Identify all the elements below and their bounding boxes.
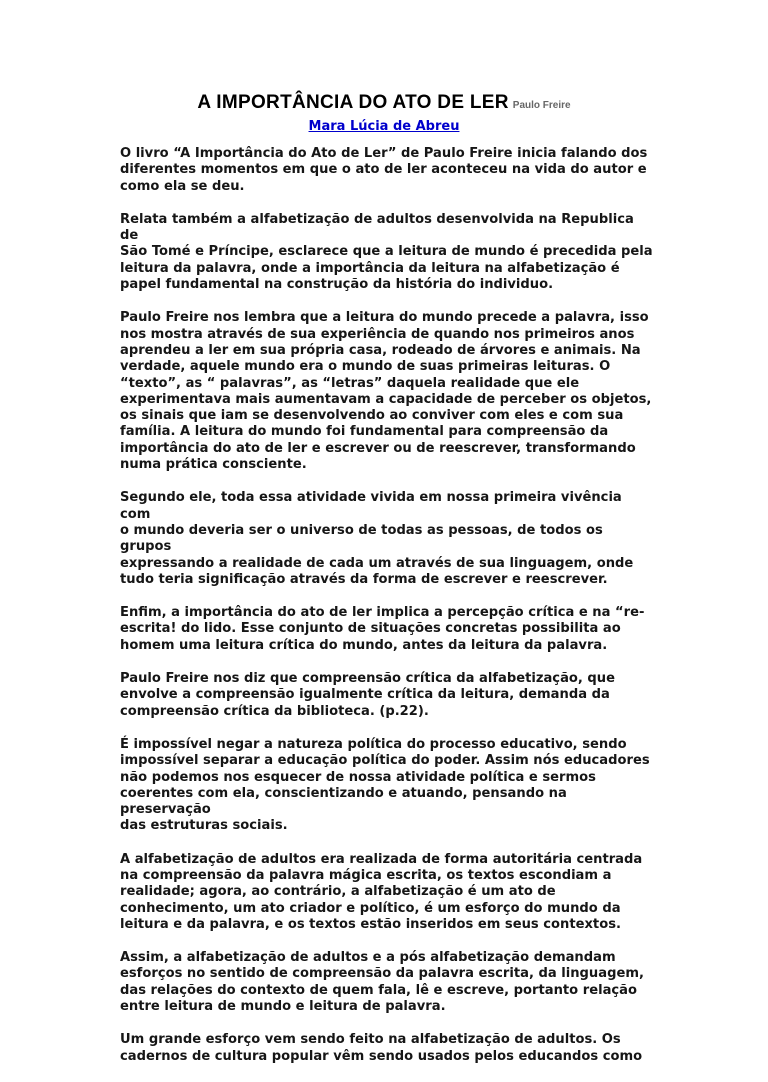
paragraph-1: O livro “A Importância do Ato de Ler” de Paulo Freire inicia falando dos diferentes momentos em que o ato de ler aconteceu na vida do autor e como ela se deu. xyxy=(120,146,648,194)
paragraph-4: Segundo ele, toda essa atividade vivida em nossa primeira vivência com o mundo deveria ser o universo de todas as pessoas, de todos os grupos expressando a realidade de cada um através de sua linguagem, onde tudo teria significação através da forma de escrever e reescrever. xyxy=(120,490,634,587)
paragraph-3: Paulo Freire nos lembra que a leitura do mundo precede a palavra, isso nos mostra através de sua experiência de quando nos primeiros anos aprendeu a ler em sua própria casa, rodeado de árvores e animais. Na verdade, aquele mundo era o mundo de suas primeiras leituras. O “texto”, as “ palavras”, as “letras” daquela realidade que ele experimentava mais aumentavam a capacidade de perceber os objetos, os sinais que iam se desenvolvendo ao conviver com eles e com sua família. A leitura do mundo foi fundamental para compreensão da importância do ato de ler e escrever ou de reescrever, transformando numa prática consciente. xyxy=(120,310,652,473)
paragraph-5: Enfim, a importância do ato de ler implica a percepção crítica e na “re- escrita! do lido. Esse conjunto de situações concretas possibilita ao homem uma leitura crítica do mundo, antes da leitura da palavra. xyxy=(120,605,645,653)
page-title: A IMPORTÂNCIA DO ATO DE LER xyxy=(197,92,509,113)
title-author: Paulo Freire xyxy=(512,100,571,111)
byline-link[interactable]: Mara Lúcia de Abreu xyxy=(308,119,460,134)
paragraph-6: Paulo Freire nos diz que compreensão crítica da alfabetização, que envolve a compreensão igualmente crítica da leitura, demanda da compreensão crítica da biblioteca. (p.22). xyxy=(120,671,616,719)
paragraph-7: É impossível negar a natureza política do processo educativo, sendo impossível separar a educação política do poder. Assim nós educadores não podemos nos esquecer de nossa atividade política e sermos coerentes com ela, conscientizando e atuando, pensando na preservação das estruturas sociais. xyxy=(120,736,650,834)
body-text xyxy=(120,146,655,1082)
paragraph-10: Um grande esforço vem sendo feito na alfabetização de adultos. Os cadernos de cultura popular vêm sendo usados pelos educandos como xyxy=(120,1032,643,1064)
title-block xyxy=(0,92,768,135)
paragraph-8: A alfabetização de adultos era realizada de forma autoritária centrada na compreensão da palavra mágica escrita, os textos escondiam a realidade; agora, ao contrário, a alfabetização é um ato de conhecimento, um ato criador e político, é um esforço do mundo da leitura e da palavra, e os textos estão inseridos em seus contextos. xyxy=(120,851,643,932)
paragraph-2: Relata também a alfabetização de adultos desenvolvida na Republica de São Tomé e Príncipe, esclarece que a leitura de mundo é precedida pela leitura da palavra, onde a importância da leitura na alfabetização é papel fundamental na construção da história do individuo. xyxy=(120,211,653,293)
paragraph-9: Assim, a alfabetização de adultos e a pós alfabetização demandam esforços no sentido de compreensão da palavra escrita, da linguagem, das relações do contexto de quem fala, lê e escreve, portanto relação entre leitura de mundo e leitura de palavra. xyxy=(120,950,644,1015)
title-line xyxy=(0,92,768,117)
